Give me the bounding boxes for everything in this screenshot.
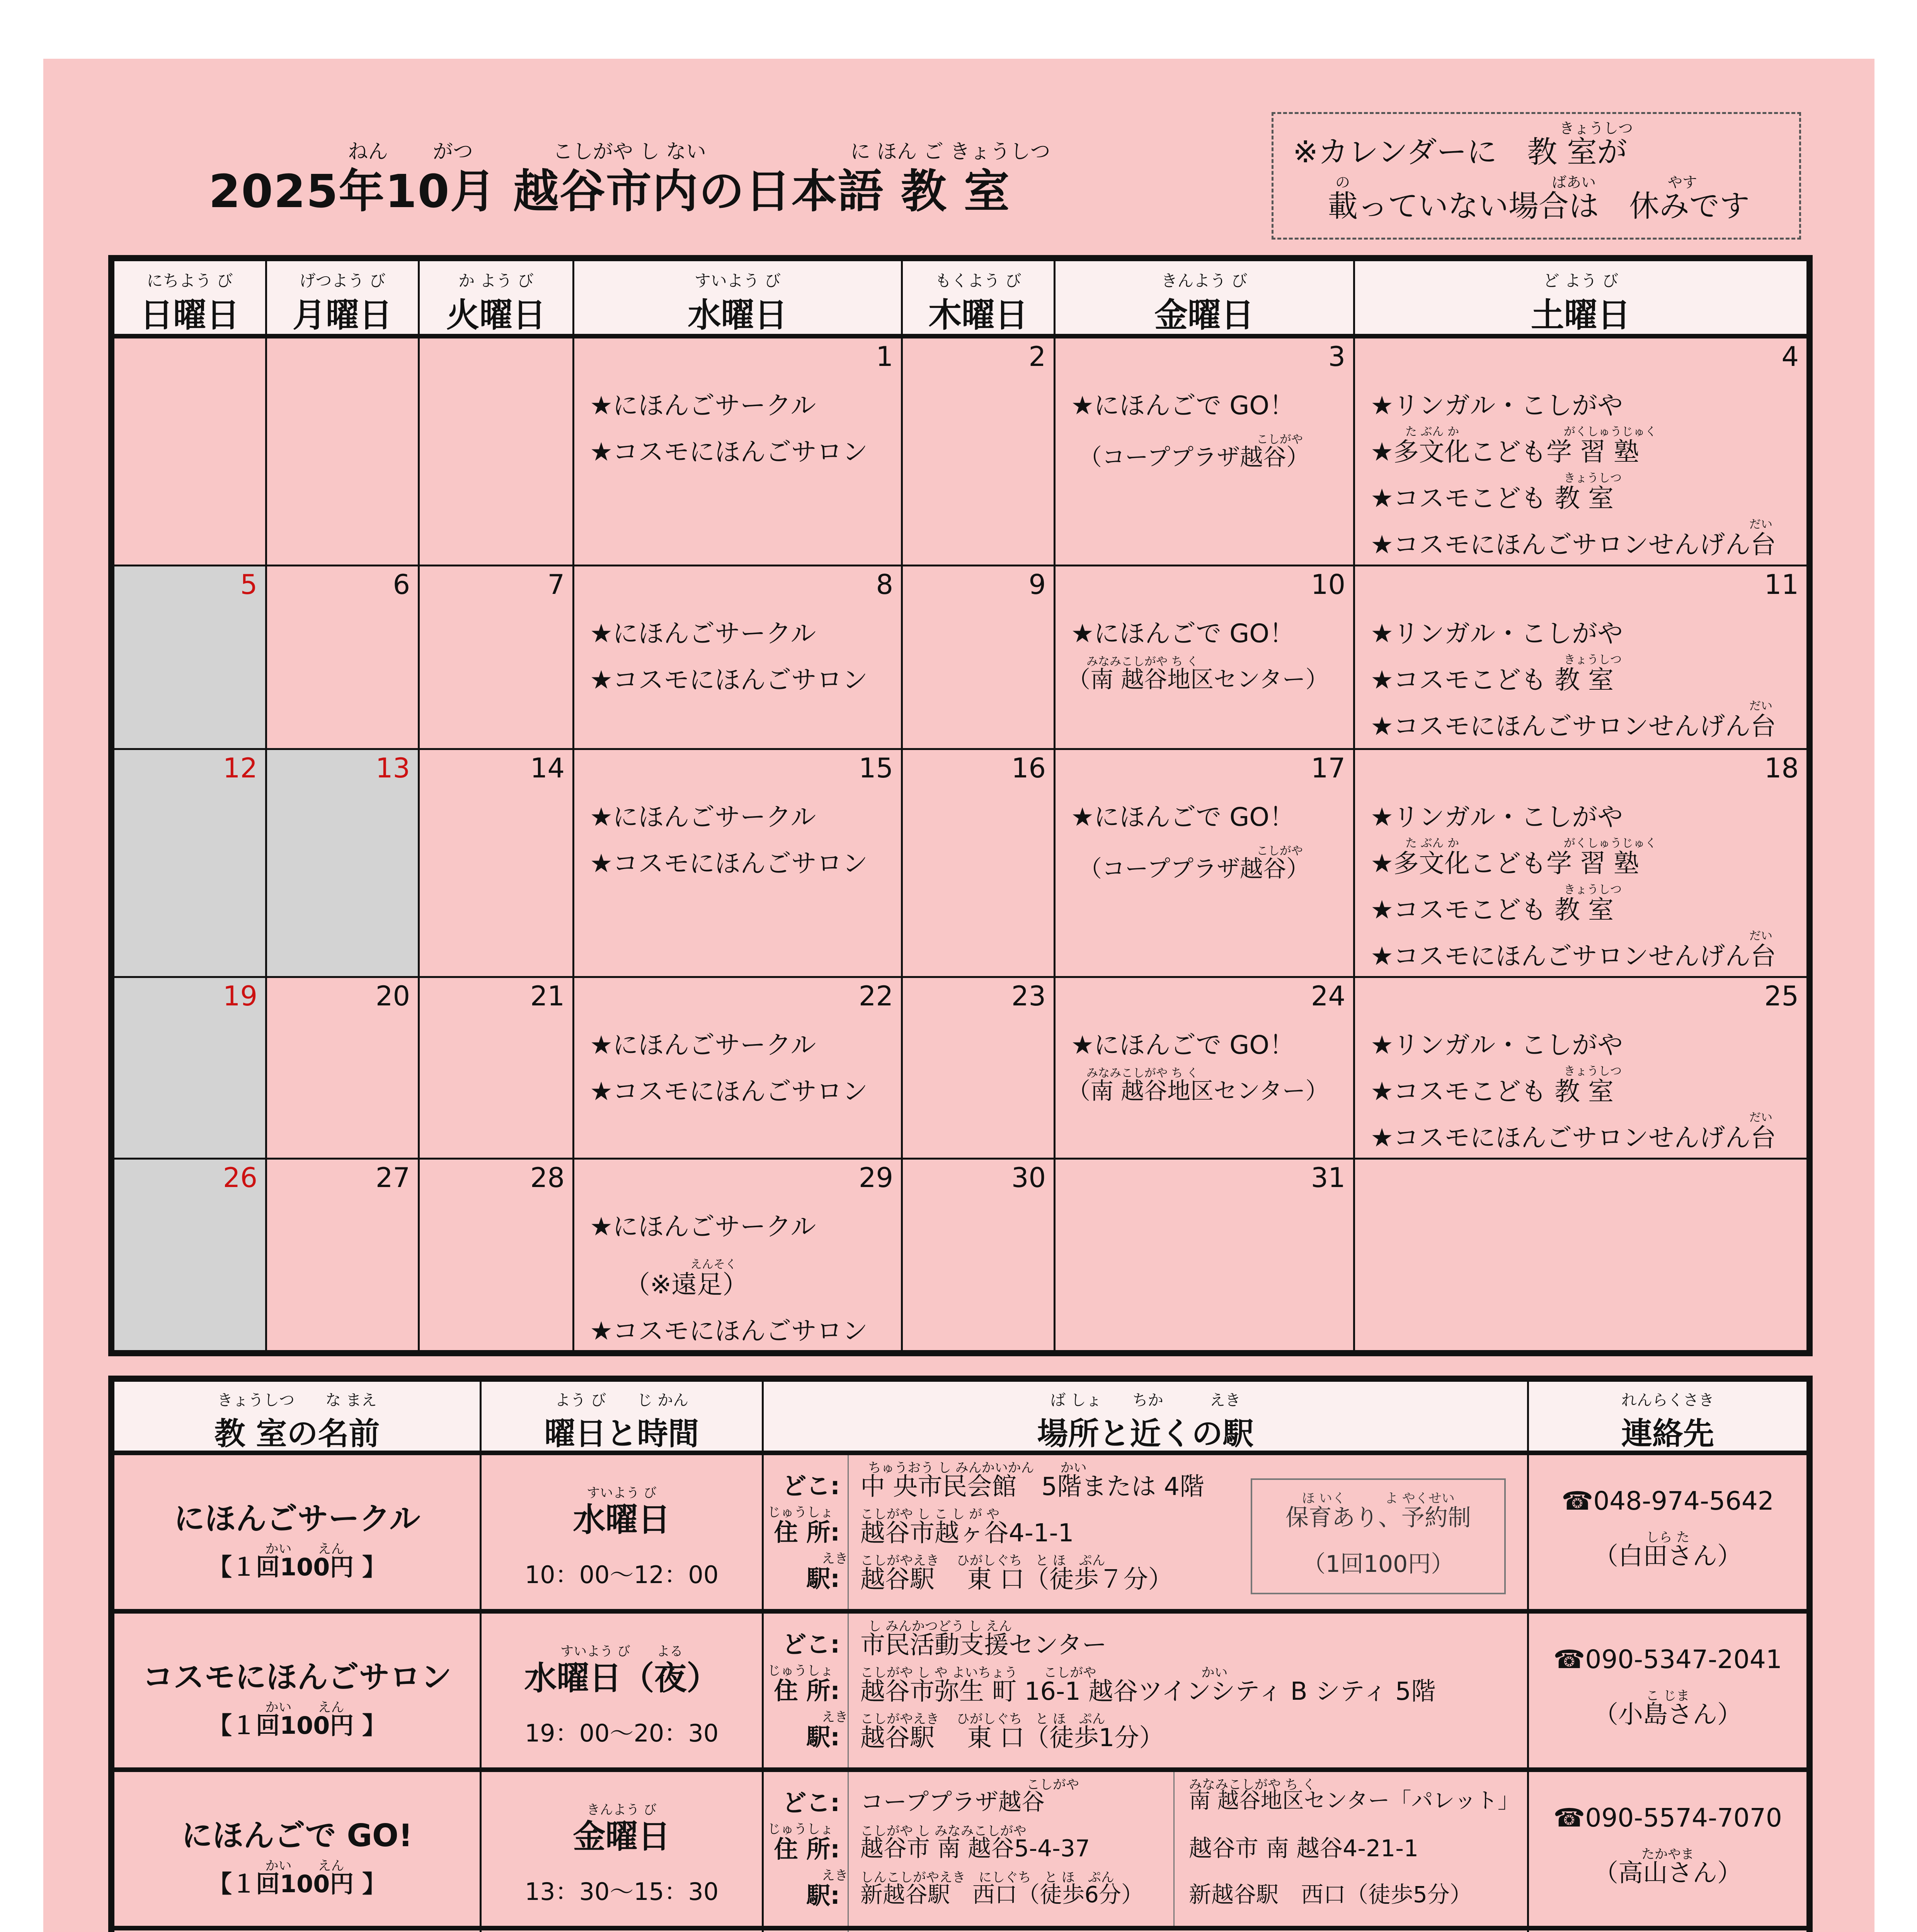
day-number: 14 <box>530 752 565 784</box>
label-ruby: じゅうしょ <box>768 1663 833 1679</box>
event-ruby: だい <box>1749 699 1772 713</box>
event-location <box>1067 1066 1329 1106</box>
event-ruby: きょうしつ <box>1564 471 1622 485</box>
notice-ruby-no: の <box>1335 174 1350 191</box>
day-number: 21 <box>530 980 565 1012</box>
event-ruby: た ぶん か <box>1405 425 1459 439</box>
event-nihongo-de-go: ★にほんごで GO！ <box>1071 619 1295 648</box>
day-number: 1 <box>876 341 893 372</box>
calendar-day-empty <box>267 338 420 566</box>
place2-name: 南 越谷地区センター「パレット」 <box>1189 1788 1520 1813</box>
day-number: 11 <box>1764 569 1799 600</box>
event-nihongo-de-go: ★にほんごで GO！ <box>1071 1030 1295 1060</box>
event-ruby: だい <box>1749 518 1772 531</box>
cell-class-name <box>114 1614 482 1767</box>
header-wednesday <box>574 261 903 334</box>
place-name: 市民活動支援センター <box>860 1631 1107 1660</box>
notice-line-1: ※カレンダーに 教 室が <box>1293 135 1628 170</box>
header-ruby: もくよう び <box>935 271 1021 290</box>
calendar-day-empty <box>114 338 267 566</box>
calendar-day-15 <box>574 750 903 978</box>
header-ruby: すいよう び <box>694 271 781 290</box>
location-label-column <box>764 1930 849 1932</box>
event-lingal: ★リンガル・こしがや <box>1371 1030 1623 1060</box>
notice-ruby-baai: ばあい <box>1552 174 1596 191</box>
note-ruby: ほ いく よ やくせい <box>1302 1491 1455 1506</box>
event-location-text: （コーププラザ越谷） <box>1079 855 1309 883</box>
page-title: 2025年10月 越谷市内の日本語 教 室 <box>209 165 1010 218</box>
calendar-day-12 <box>114 750 267 978</box>
title-ruby-nihongo: に ほん ご きょうしつ <box>850 140 1050 163</box>
address: 越谷市 南 越谷5-4-37 <box>860 1835 1090 1862</box>
day-number: 9 <box>1028 569 1046 600</box>
event-location <box>1067 655 1329 694</box>
day-number: 19 <box>223 980 257 1012</box>
calendar-day-empty <box>420 338 574 566</box>
event-lingal: ★リンガル・こしがや <box>1371 802 1623 832</box>
day-number: 2 <box>1028 341 1046 372</box>
day-ruby: すいよう び <box>587 1485 657 1501</box>
header-ruby: よう び じ かん <box>555 1391 689 1409</box>
cell-class-name <box>114 1455 482 1609</box>
event-cosmo-salon: ★コスモにほんごサロン <box>590 1316 868 1346</box>
calendar-day-11 <box>1355 566 1806 750</box>
header-ruby: にちよう び <box>146 271 233 290</box>
label-address: 住 所: <box>774 1677 840 1705</box>
event-cosmo-salon: ★コスモにほんごサロン <box>590 849 868 878</box>
event-text: ★コスモこども 教 室 <box>1371 895 1614 925</box>
station: 越谷駅 東 口（徒歩1分） <box>860 1724 1164 1752</box>
calendar-day-2 <box>903 338 1056 566</box>
contact-person: （高山さん） <box>1594 1859 1742 1888</box>
event-text: ★コスモにほんごサロンせんげん台 <box>1371 941 1776 971</box>
place-name: コーププラザ越谷 <box>860 1789 1045 1816</box>
class-fee: 【１回100円 】 <box>208 1553 386 1581</box>
phone-number: ☎048-974-5642 <box>1561 1486 1774 1516</box>
event-ruby: がくしゅうじゅく <box>1564 425 1657 439</box>
calendar-day-20 <box>267 978 420 1160</box>
table-row-cosmo-salon <box>114 1614 1806 1772</box>
table-row-nihongo-circle <box>114 1455 1806 1614</box>
class-day: 水曜日（夜） <box>524 1659 719 1697</box>
station-ruby: こしがやえき ひがしぐち と ほ ぷん <box>860 1711 1105 1727</box>
day-number: 27 <box>375 1162 410 1194</box>
event-ruby: えんそく <box>690 1258 737 1271</box>
place-name: 中 央市民会館 5階または 4階 <box>860 1473 1205 1501</box>
header-friday <box>1056 261 1355 334</box>
cell-class-name <box>114 1772 482 1926</box>
calendar-day-10 <box>1056 566 1355 750</box>
label-address: 住 所: <box>774 1518 840 1546</box>
cell-contact <box>1529 1772 1806 1926</box>
event-text: ★多文化こども学 習 塾 <box>1371 437 1639 467</box>
event-location <box>1079 844 1309 884</box>
calendar-day-1 <box>574 338 903 566</box>
station-ruby: こしがやえき ひがしぐち と ほ ぷん <box>860 1553 1105 1568</box>
day-number: 25 <box>1764 980 1799 1012</box>
calendar-day-21 <box>420 978 574 1160</box>
label-address: 住 所: <box>774 1835 840 1863</box>
title-ruby-gatsu: がつ <box>433 140 473 163</box>
calendar-day-13 <box>267 750 420 978</box>
header-label: 月曜日 <box>293 296 392 335</box>
calendar-day-27 <box>267 1160 420 1350</box>
event-cosmo-kids <box>1371 653 1622 696</box>
event-text: ★コスモこども 教 室 <box>1371 665 1614 695</box>
calendar-day-31 <box>1056 1160 1355 1350</box>
event-ensoku <box>625 1258 748 1301</box>
calendar-day-3 <box>1056 338 1355 566</box>
header-ruby: ど よう び <box>1543 271 1619 290</box>
label-ruby: じゅうしょ <box>768 1505 833 1520</box>
header-ruby: きょうしつ な まえ <box>217 1391 377 1409</box>
day-number: 31 <box>1311 1162 1345 1194</box>
calendar-day-24 <box>1056 978 1355 1160</box>
header-label: 曜日と時間 <box>544 1416 699 1452</box>
fee-ruby: かい えん <box>265 1700 344 1715</box>
contact-person: （白田さん） <box>1594 1542 1742 1571</box>
header-thursday <box>903 261 1056 334</box>
event-sengen <box>1371 1111 1776 1154</box>
contact-ruby: しら た <box>1646 1530 1690 1545</box>
event-nihongo-circle: ★にほんごサークル <box>590 1212 816 1242</box>
header-tuesday <box>420 261 574 334</box>
label-doko: どこ: <box>782 1630 840 1658</box>
note-text: 保育あり、予約制 <box>1285 1504 1471 1531</box>
calendar-day-23 <box>903 978 1056 1160</box>
event-ruby: た ぶん か <box>1405 837 1459 850</box>
calendar-day-7 <box>420 566 574 750</box>
header-sunday <box>114 261 267 334</box>
event-location-ruby: みなみこしがや ち く <box>1086 1066 1199 1080</box>
address-ruby: こしがや し こ し が や <box>860 1507 1000 1522</box>
header-ruby: ば しょ ちか えき <box>1050 1391 1241 1409</box>
class-name: にほんごサークル <box>174 1501 421 1537</box>
address: 越谷市弥生 町 16-1 越谷ツインシティ B シティ 5階 <box>860 1677 1436 1706</box>
notice-ruby-yasu: やす <box>1668 174 1697 191</box>
info-header <box>114 1382 1806 1455</box>
calendar-day-30 <box>903 1160 1056 1350</box>
table-row-nihongo-de-go <box>114 1772 1806 1930</box>
event-text: ★コスモこども 教 室 <box>1371 1077 1614 1106</box>
class-time: 19：00～20：30 <box>524 1719 719 1747</box>
day-number: 15 <box>858 752 893 784</box>
header-ruby: げつよう び <box>299 271 386 290</box>
place-ruby: し みんかつどう し えん <box>868 1619 1012 1634</box>
day-number: 29 <box>858 1162 893 1194</box>
day-number: 26 <box>223 1162 257 1194</box>
calendar-day-16 <box>903 750 1056 978</box>
event-nihongo-circle: ★にほんごサークル <box>590 802 816 832</box>
header-ruby: れんらくさき <box>1621 1391 1714 1409</box>
event-lingal: ★リンガル・こしがや <box>1371 619 1623 648</box>
event-text: ★コスモにほんごサロンせんげん台 <box>1371 1123 1776 1153</box>
calendar-day-29 <box>574 1160 903 1350</box>
day-number: 18 <box>1764 752 1799 784</box>
event-text: （※遠足） <box>625 1270 748 1299</box>
location-divider <box>1173 1772 1175 1926</box>
cell-schedule <box>482 1930 764 1932</box>
header-label: 連絡先 <box>1621 1416 1714 1452</box>
event-cosmo-kids <box>1371 1065 1622 1107</box>
header-label: 日曜日 <box>140 296 240 335</box>
calendar-day-empty <box>1355 1160 1806 1350</box>
place-ruby: こしがや <box>1027 1777 1079 1793</box>
class-time: 10：00～12：00 <box>524 1561 719 1589</box>
info-header-place <box>764 1382 1529 1451</box>
event-cosmo-salon: ★コスモにほんごサロン <box>590 437 868 467</box>
cell-schedule <box>482 1772 764 1926</box>
event-lingal: ★リンガル・こしがや <box>1371 391 1623 420</box>
classroom-info-table <box>108 1376 1813 1932</box>
cell-contact <box>1529 1930 1806 1932</box>
address-ruby: こしがや し や よいちょう こしがや かい <box>860 1665 1228 1680</box>
info-header-contact <box>1529 1382 1806 1451</box>
event-location-ruby: こしがや <box>1256 433 1303 446</box>
label-station: 駅: <box>806 1881 840 1910</box>
title-ruby-nen: ねん <box>348 140 388 163</box>
place-ruby: ちゅうおう し みんかいかん かい <box>868 1460 1087 1476</box>
class-name: コスモにほんごサロン <box>142 1659 452 1695</box>
class-time: 13：30～15：30 <box>524 1878 719 1906</box>
calendar-day-6 <box>267 566 420 750</box>
header-saturday <box>1355 261 1806 334</box>
day-ruby: きんよう び <box>587 1802 657 1818</box>
label-station: 駅: <box>806 1723 840 1751</box>
event-ruby: がくしゅうじゅく <box>1564 837 1657 850</box>
day-number: 7 <box>547 569 565 600</box>
event-text: ★コスモにほんごサロンせんげん台 <box>1371 711 1776 741</box>
day-number: 12 <box>223 752 257 784</box>
event-ruby: きょうしつ <box>1564 653 1622 667</box>
header-label: 教 室の名前 <box>214 1416 380 1452</box>
calendar-day-9 <box>903 566 1056 750</box>
calendar <box>108 255 1813 1356</box>
location-label-column <box>764 1455 849 1609</box>
day-number: 8 <box>876 569 893 600</box>
fee-ruby: かい えん <box>265 1858 344 1874</box>
day-number: 13 <box>375 752 410 784</box>
event-text: ★コスモこども 教 室 <box>1371 483 1614 513</box>
day-number: 23 <box>1011 980 1046 1012</box>
calendar-day-28 <box>420 1160 574 1350</box>
childcare-note <box>1251 1478 1506 1594</box>
cell-class-name <box>114 1930 482 1932</box>
class-fee: 【１回100円 】 <box>208 1711 386 1740</box>
event-sengen <box>1371 929 1776 972</box>
event-location-text: （コーププラザ越谷） <box>1079 444 1309 471</box>
event-nihongo-de-go: ★にほんごで GO！ <box>1071 391 1295 420</box>
header-label: 水曜日 <box>688 296 788 335</box>
address-ruby: こしがや し みなみこしがや <box>860 1823 1027 1839</box>
event-cosmo-kids <box>1371 883 1622 926</box>
notice-ruby-kyoushitsu: きょうしつ <box>1559 120 1633 137</box>
calendar-day-26 <box>114 1160 267 1350</box>
contact-ruby: たかやま <box>1641 1847 1694 1862</box>
day-number: 17 <box>1311 752 1345 784</box>
day-number: 3 <box>1328 341 1345 372</box>
info-header-name <box>114 1382 482 1451</box>
cell-location <box>764 1772 1529 1926</box>
notice-line-2: 載っていない場合は 休みです <box>1328 189 1750 224</box>
header-label: 金曜日 <box>1154 296 1254 335</box>
label-ruby: じゅうしょ <box>768 1821 833 1837</box>
day-number: 4 <box>1781 341 1799 372</box>
cell-contact <box>1529 1614 1806 1767</box>
event-cosmo-kids <box>1371 471 1622 514</box>
fee-ruby: かい えん <box>265 1541 344 1557</box>
phone-number: ☎090-5574-7070 <box>1553 1803 1782 1833</box>
calendar-day-4 <box>1355 338 1806 566</box>
calendar-header <box>114 261 1806 338</box>
day-number: 16 <box>1011 752 1046 784</box>
station: 新越谷駅 西口（徒歩6分） <box>860 1881 1144 1908</box>
day-number: 10 <box>1311 569 1345 600</box>
day-number: 28 <box>530 1162 565 1194</box>
calendar-day-25 <box>1355 978 1806 1160</box>
station2: 新越谷駅 西口（徒歩5分） <box>1189 1881 1472 1908</box>
title-ruby-koshigaya: こしがや し ない <box>553 140 707 163</box>
event-ruby: きょうしつ <box>1564 883 1622 896</box>
cell-location <box>764 1930 1529 1932</box>
phone-number: ☎090-5347-2041 <box>1553 1645 1782 1674</box>
station: 越谷駅 東 口（徒歩７分） <box>860 1565 1173 1594</box>
station-ruby: しんこしがやえき にしぐち と ほ ぷん <box>860 1870 1114 1885</box>
calendar-day-8 <box>574 566 903 750</box>
calendar-day-18 <box>1355 750 1806 978</box>
class-day: 水曜日 <box>573 1501 671 1539</box>
day-number: 6 <box>393 569 410 600</box>
label-doko: どこ: <box>782 1789 840 1817</box>
event-location-ruby: みなみこしがや ち く <box>1086 655 1199 668</box>
calendar-day-22 <box>574 978 903 1160</box>
cell-schedule <box>482 1455 764 1609</box>
label-station: 駅: <box>806 1565 840 1593</box>
calendar-day-5 <box>114 566 267 750</box>
event-sengen <box>1371 699 1776 742</box>
header-label: 火曜日 <box>446 296 546 335</box>
location-label-column <box>764 1772 849 1926</box>
label-ruby: えき <box>822 1551 848 1566</box>
event-location-ruby: こしがや <box>1256 844 1303 858</box>
event-sengen <box>1371 518 1776 561</box>
day-ruby: すいよう び よる <box>560 1644 683 1659</box>
event-text: ★コスモにほんごサロンせんげん台 <box>1371 530 1776 560</box>
event-location-text: （南 越谷地区センター） <box>1067 1078 1329 1105</box>
table-row-lingal <box>114 1930 1806 1932</box>
cell-location <box>764 1614 1529 1767</box>
address: 越谷市越ヶ谷4-1-1 <box>860 1519 1074 1548</box>
label-ruby: えき <box>822 1868 848 1883</box>
event-nihongo-circle: ★にほんごサークル <box>590 1030 816 1060</box>
header-label: 場所と近くの駅 <box>1037 1416 1254 1452</box>
event-nihongo-circle: ★にほんごサークル <box>590 391 816 420</box>
event-ruby: だい <box>1749 929 1772 943</box>
class-day: 金曜日 <box>573 1818 671 1855</box>
event-ruby: きょうしつ <box>1564 1065 1622 1078</box>
event-text: ★多文化こども学 習 塾 <box>1371 849 1639 878</box>
cell-location <box>764 1455 1529 1609</box>
contact-ruby: こ じま <box>1646 1688 1690 1704</box>
cell-contact <box>1529 1455 1806 1609</box>
header-label: 土曜日 <box>1531 296 1631 335</box>
event-cosmo-salon: ★コスモにほんごサロン <box>590 665 868 695</box>
event-nihongo-circle: ★にほんごサークル <box>590 619 816 648</box>
day-number: 20 <box>375 980 410 1012</box>
event-location <box>1079 433 1309 472</box>
class-fee: 【１回100円 】 <box>208 1870 386 1898</box>
header-ruby: か よう び <box>458 271 534 290</box>
info-header-time <box>482 1382 764 1451</box>
event-location-text: （南 越谷地区センター） <box>1067 666 1329 693</box>
class-name: にほんごで GO! <box>181 1818 413 1854</box>
day-number: 5 <box>240 569 257 600</box>
event-tabunka <box>1371 837 1657 879</box>
contact-person: （小島さん） <box>1594 1701 1742 1729</box>
note-fee: （1回100円） <box>1302 1551 1454 1578</box>
event-cosmo-salon: ★コスモにほんごサロン <box>590 1077 868 1106</box>
event-nihongo-de-go: ★にほんごで GO！ <box>1071 802 1295 832</box>
calendar-day-19 <box>114 978 267 1160</box>
label-ruby: えき <box>822 1709 848 1725</box>
address2: 越谷市 南 越谷4-21-1 <box>1189 1835 1419 1862</box>
place2-ruby: みなみこしがや ち く <box>1189 1777 1316 1793</box>
header-label: 木曜日 <box>928 296 1028 335</box>
day-number: 22 <box>858 980 893 1012</box>
header-monday <box>267 261 420 334</box>
header-ruby: きんよう び <box>1161 271 1248 290</box>
day-number: 30 <box>1011 1162 1046 1194</box>
event-ruby: だい <box>1749 1111 1772 1124</box>
calendar-day-14 <box>420 750 574 978</box>
event-tabunka <box>1371 425 1657 468</box>
cell-schedule <box>482 1614 764 1767</box>
label-doko: どこ: <box>782 1472 840 1500</box>
day-number: 24 <box>1311 980 1345 1012</box>
calendar-day-17 <box>1056 750 1355 978</box>
notice-box <box>1272 112 1801 240</box>
location-label-column <box>764 1614 849 1767</box>
